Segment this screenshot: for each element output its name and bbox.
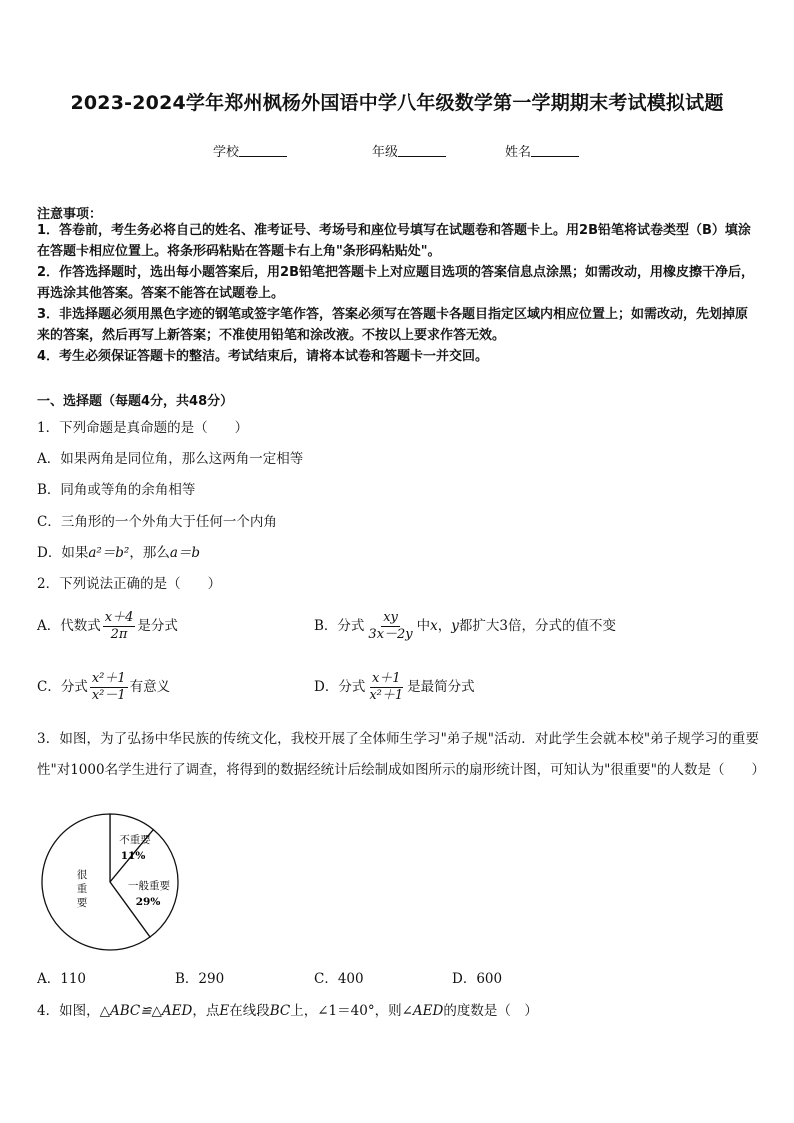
q4-mid2: 在线段 — [229, 1003, 270, 1019]
q1-d-expr2: a＝b — [169, 545, 201, 561]
name-field — [505, 141, 579, 160]
q3-option-c: C．400 — [314, 971, 364, 987]
pie-pct-somewhat-important: 29% — [135, 896, 161, 908]
pie-label-not-important: 不重要 — [119, 834, 151, 846]
grade-label: 年级 — [372, 145, 399, 160]
q2-option-b — [314, 610, 616, 643]
q2-a-suffix: 是分式 — [137, 618, 178, 634]
q2-b-x: x — [430, 618, 438, 634]
q1-option-b: B．同角或等角的余角相等 — [37, 482, 196, 498]
q4-mid4: ，则 — [374, 1003, 402, 1019]
q2-b-mid: 中 — [416, 618, 431, 634]
q1-d-mid: ，那么 — [129, 545, 170, 561]
notice-heading: 注意事项： — [37, 207, 103, 222]
q2-c-denominator: x²－1 — [91, 688, 126, 703]
notice-item-3: 3．非选择题必须用黑色字迹的钢笔或签字笔作答，答案必须写在答题卡各题目指定区域内相应位置上；如需改动，先划掉原来的答案，然后再写上新答案；不准使用铅笔和涂改液。不按以上要求作答无效。 — [37, 307, 749, 343]
q2-c-fraction — [90, 671, 128, 704]
q4-mid1: ，点 — [192, 1003, 220, 1019]
q4-prefix: 4．如图， — [37, 1003, 100, 1019]
notice-item-4: 4．考生必须保证答题卡的整洁。考试结束后，请将本试卷和答题卡一并交回。 — [37, 349, 489, 364]
q2-d-suffix: 是最简分式 — [407, 679, 475, 695]
q2-option-a — [37, 610, 178, 643]
notice-item-2: 2．作答选择题时，选出每小题答案后，用2B铅笔把答题卡上对应题目选项的答案信息点涂黑；如需改动，用橡皮擦干净后，再选涂其他答案。答案不能答在试题卷上。 — [37, 265, 755, 301]
q2-option-c — [37, 671, 170, 704]
school-label: 学校 — [213, 145, 240, 160]
q1-stem: 1．下列命题是真命题的是（ ） — [37, 420, 249, 436]
pie-label-somewhat-important: 一般重要 — [128, 880, 170, 892]
q4-stem — [37, 999, 538, 1019]
school-field — [213, 141, 287, 160]
section-heading: 一、选择题（每题4分，共48分） — [37, 394, 234, 409]
q1-d-prefix: D．如果 — [37, 545, 89, 561]
q2-b-y: y — [451, 618, 459, 634]
name-label: 姓名 — [505, 145, 532, 160]
pie-label-very-important-3: 要 — [76, 897, 88, 909]
q4-segment-bc: BC — [269, 1003, 291, 1019]
pie-pct-not-important: 11% — [120, 850, 146, 862]
q2-c-prefix: C．分式 — [37, 679, 88, 695]
q2-a-fraction — [103, 610, 136, 643]
q2-d-denominator: x²＋1 — [369, 688, 404, 703]
q2-d-prefix: D．分式 — [314, 679, 366, 695]
name-blank — [531, 144, 579, 157]
q2-b-fraction — [366, 610, 414, 643]
q2-a-prefix: A．代数式 — [37, 618, 101, 634]
q4-angle-aed: ∠AED — [401, 1003, 444, 1019]
q1-d-expr1: a²＝b² — [88, 545, 130, 561]
q2-a-numerator: x＋4 — [104, 610, 134, 625]
page-title: 2023-2024学年郑州枫杨外国语中学八年级数学第一学期期末考试模拟试题 — [70, 92, 724, 114]
q1-option-d — [37, 541, 200, 561]
q4-suffix: 的度数是（ ） — [443, 1003, 538, 1019]
q2-b-numerator: xy — [383, 610, 398, 625]
q2-stem: 2．下列说法正确的是（ ） — [37, 576, 222, 592]
q3-option-d: D．600 — [452, 971, 503, 987]
q2-option-d — [314, 671, 475, 704]
q2-d-fraction — [367, 671, 405, 704]
q2-b-suffix: 都扩大3倍，分式的值不变 — [458, 618, 616, 634]
q2-b-denominator: 3x－2y — [368, 627, 413, 642]
q4-congruence: △ABC≌△AED — [99, 1003, 193, 1019]
school-blank — [239, 144, 287, 157]
notice-item-1: 1．答卷前，考生务必将自己的姓名、准考证号、考场号和座位号填写在试题卷和答题卡上。用2B铅笔将试卷类型（B）填涂在答题卡相应位置上。将条形码粘贴在答题卡右上角"条形码粘贴处"。 — [37, 223, 751, 259]
q2-c-suffix: 有意义 — [129, 679, 171, 695]
q4-mid3: 上， — [290, 1003, 318, 1019]
grade-field — [372, 141, 446, 160]
q2-a-denominator: 2π — [110, 627, 128, 642]
q3-stem: 3．如图，为了弘扬中华民族的传统文化，我校开展了全体师生学习"弟子规"活动．对此学生会就本校"弟子规学习的重要性"对1000名学生进行了调查，将得到的数据经统计后绘制成如图所示的扇形统计图，可知认为"很重要"的人数是（ ） — [37, 731, 765, 778]
q2-b-prefix: B．分式 — [314, 618, 365, 634]
q1-option-c: C．三角形的一个外角大于任何一个内角 — [37, 514, 277, 530]
q4-point-e: E — [219, 1003, 230, 1019]
q3-option-b: B．290 — [175, 971, 225, 987]
q3-pie-chart — [40, 812, 180, 952]
q1-option-a: A．如果两角是同位角，那么这两角一定相等 — [37, 451, 304, 467]
grade-blank — [398, 144, 446, 157]
pie-label-very-important-1: 很 — [76, 869, 88, 881]
q2-c-numerator: x²＋1 — [91, 671, 126, 686]
q3-option-a: A．110 — [37, 971, 87, 987]
q2-b-sep: ， — [437, 618, 452, 634]
pie-label-very-important-2: 重 — [76, 883, 88, 895]
q2-d-numerator: x＋1 — [371, 671, 401, 686]
q4-angle-1: ∠1＝40° — [317, 1003, 375, 1019]
